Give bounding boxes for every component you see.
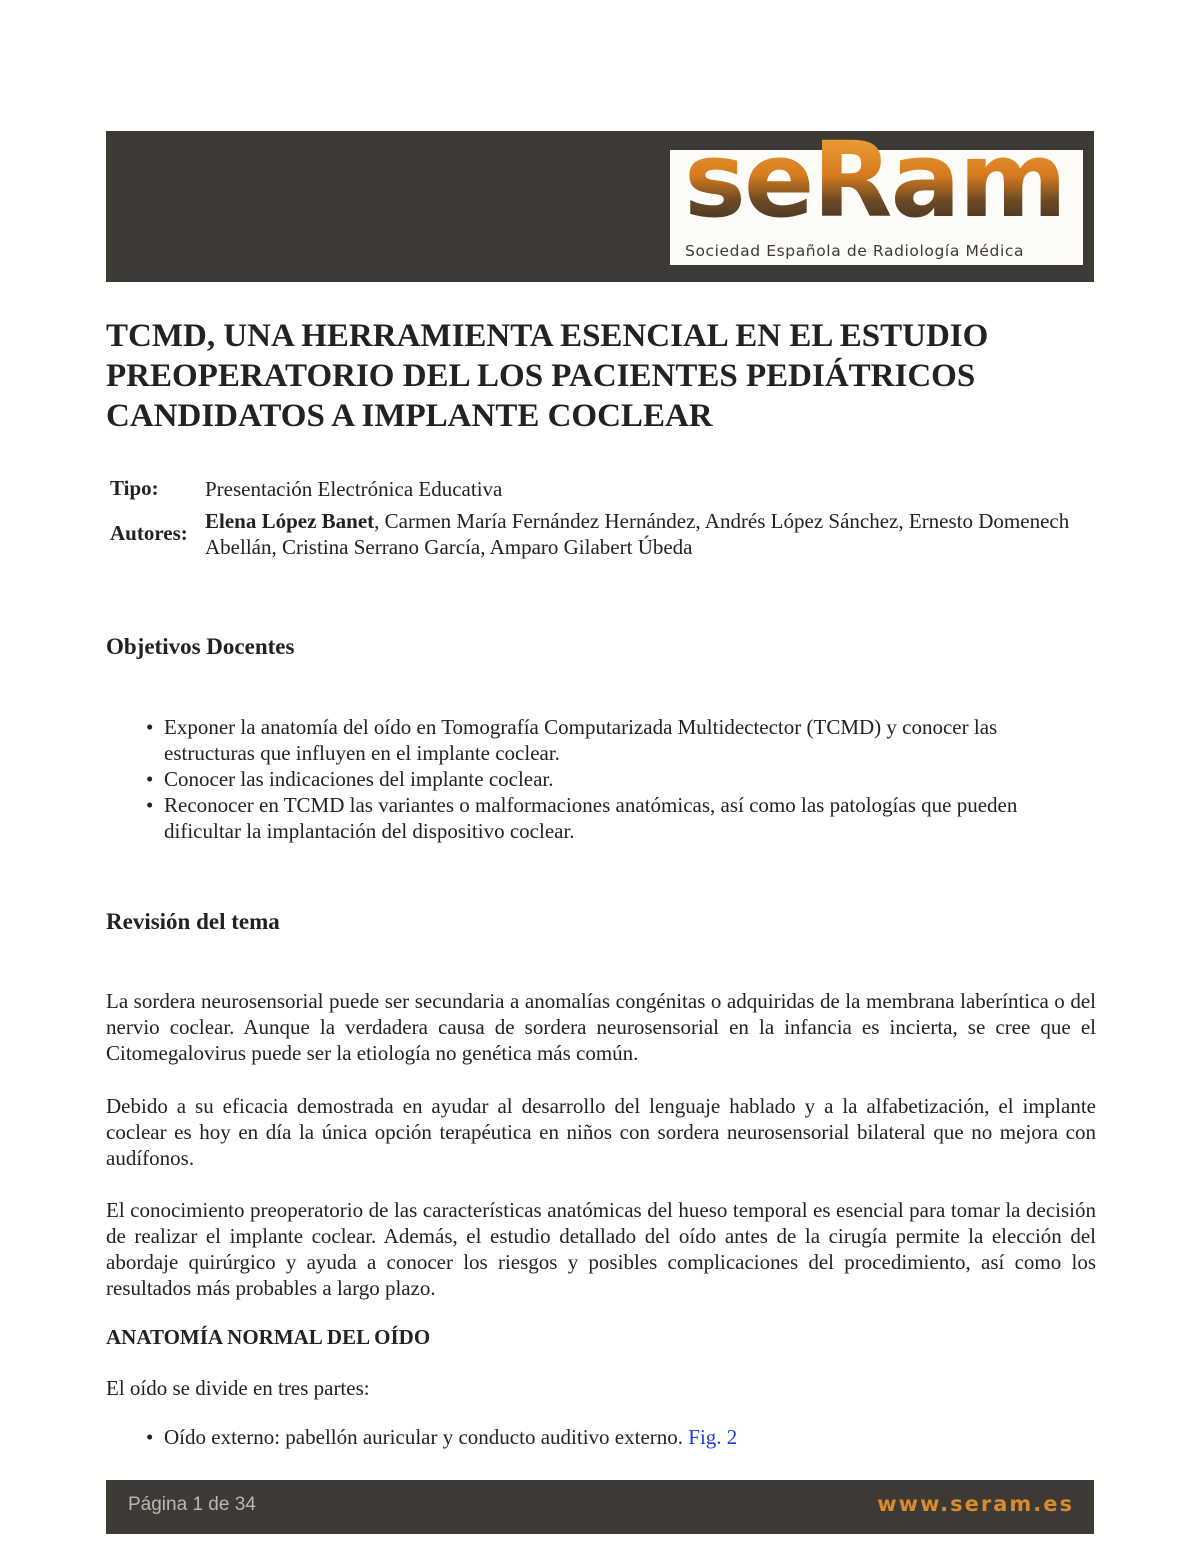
tipo-label: Tipo: bbox=[110, 476, 159, 500]
tipo-value: Presentación Electrónica Educativa bbox=[205, 477, 503, 501]
list-item: • Reconocer en TCMD las variantes o malformaciones anatómicas, así como las patologías que pueden dificultar la implantación del dispositivo coclear. bbox=[106, 792, 1086, 844]
footer-band bbox=[106, 1480, 1094, 1534]
anatomy-intro: El oído se divide en tres partes: bbox=[106, 1376, 370, 1400]
first-author: Elena López Banet bbox=[205, 509, 375, 533]
anatomy-item-text: Oído externo: pabellón auricular y conducto auditivo externo. bbox=[164, 1425, 684, 1449]
seram-logo bbox=[670, 119, 1083, 265]
anatomy-heading: ANATOMÍA NORMAL DEL OÍDO bbox=[106, 1325, 431, 1349]
page-number: Página 1 de 34 bbox=[128, 1494, 256, 1515]
document-title: TCMD, UNA HERRAMIENTA ESENCIAL EN EL ESTUDIO PREOPERATORIO DEL LOS PACIENTES PEDIÁTRICOS CANDIDATOS A IMPLANTE COCLEAR bbox=[106, 318, 989, 434]
logo-subtitle: Sociedad Española de Radiología Médica bbox=[685, 242, 1025, 260]
paragraph: El conocimiento preoperatorio de las características anatómicas del hueso temporal es esencial para tomar la decisión de realizar el implante coclear. Además, el estudio detallado del oído antes de la cirugía permite la elección del abordaje quirúrgico y ayuda a conocer los riesgos y posibles complicaciones del procedimiento, así como los resultados más probables a largo plazo. bbox=[106, 1198, 1096, 1300]
footer-url: www.seram.es bbox=[877, 1492, 1074, 1516]
objetivos-heading: Objetivos Docentes bbox=[106, 634, 295, 659]
revision-heading: Revisión del tema bbox=[106, 909, 280, 934]
objetivos-list bbox=[106, 714, 1086, 844]
autores-value bbox=[205, 508, 1085, 560]
list-item: • Exponer la anatomía del oído en Tomografía Computarizada Multidectector (TCMD) y conocer las estructuras que influyen en el implante coclear. bbox=[106, 714, 1086, 766]
other-authors: , Carmen María Fernández Hernández, Andrés López Sánchez, Ernesto Domenech Abellán, Cristina Serrano García, Amparo Gilabert Úbeda bbox=[205, 509, 1070, 559]
paragraph: Debido a su eficacia demostrada en ayudar al desarrollo del lenguaje hablado y a la alfabetización, el implante coclear es hoy en día la única opción terapéutica en niños con sordera neurosensorial bilateral que no mejora con audífonos. bbox=[106, 1094, 1096, 1170]
autores-label: Autores: bbox=[110, 521, 188, 545]
paragraph: La sordera neurosensorial puede ser secundaria a anomalías congénitas o adquiridas de la membrana laberíntica o del nervio coclear. Aunque la verdadera causa de sordera neurosensorial en la infancia es incierta, se cree que el Citomegalovirus puede ser la etiología no genética más común. bbox=[106, 989, 1096, 1065]
logo-wordmark: seRam bbox=[684, 119, 1066, 241]
list-item: • Conocer las indicaciones del implante coclear. bbox=[106, 766, 1086, 792]
figure-link[interactable]: Fig. 2 bbox=[688, 1425, 738, 1449]
list-item bbox=[106, 1424, 1086, 1450]
anatomy-list bbox=[106, 1424, 1086, 1450]
